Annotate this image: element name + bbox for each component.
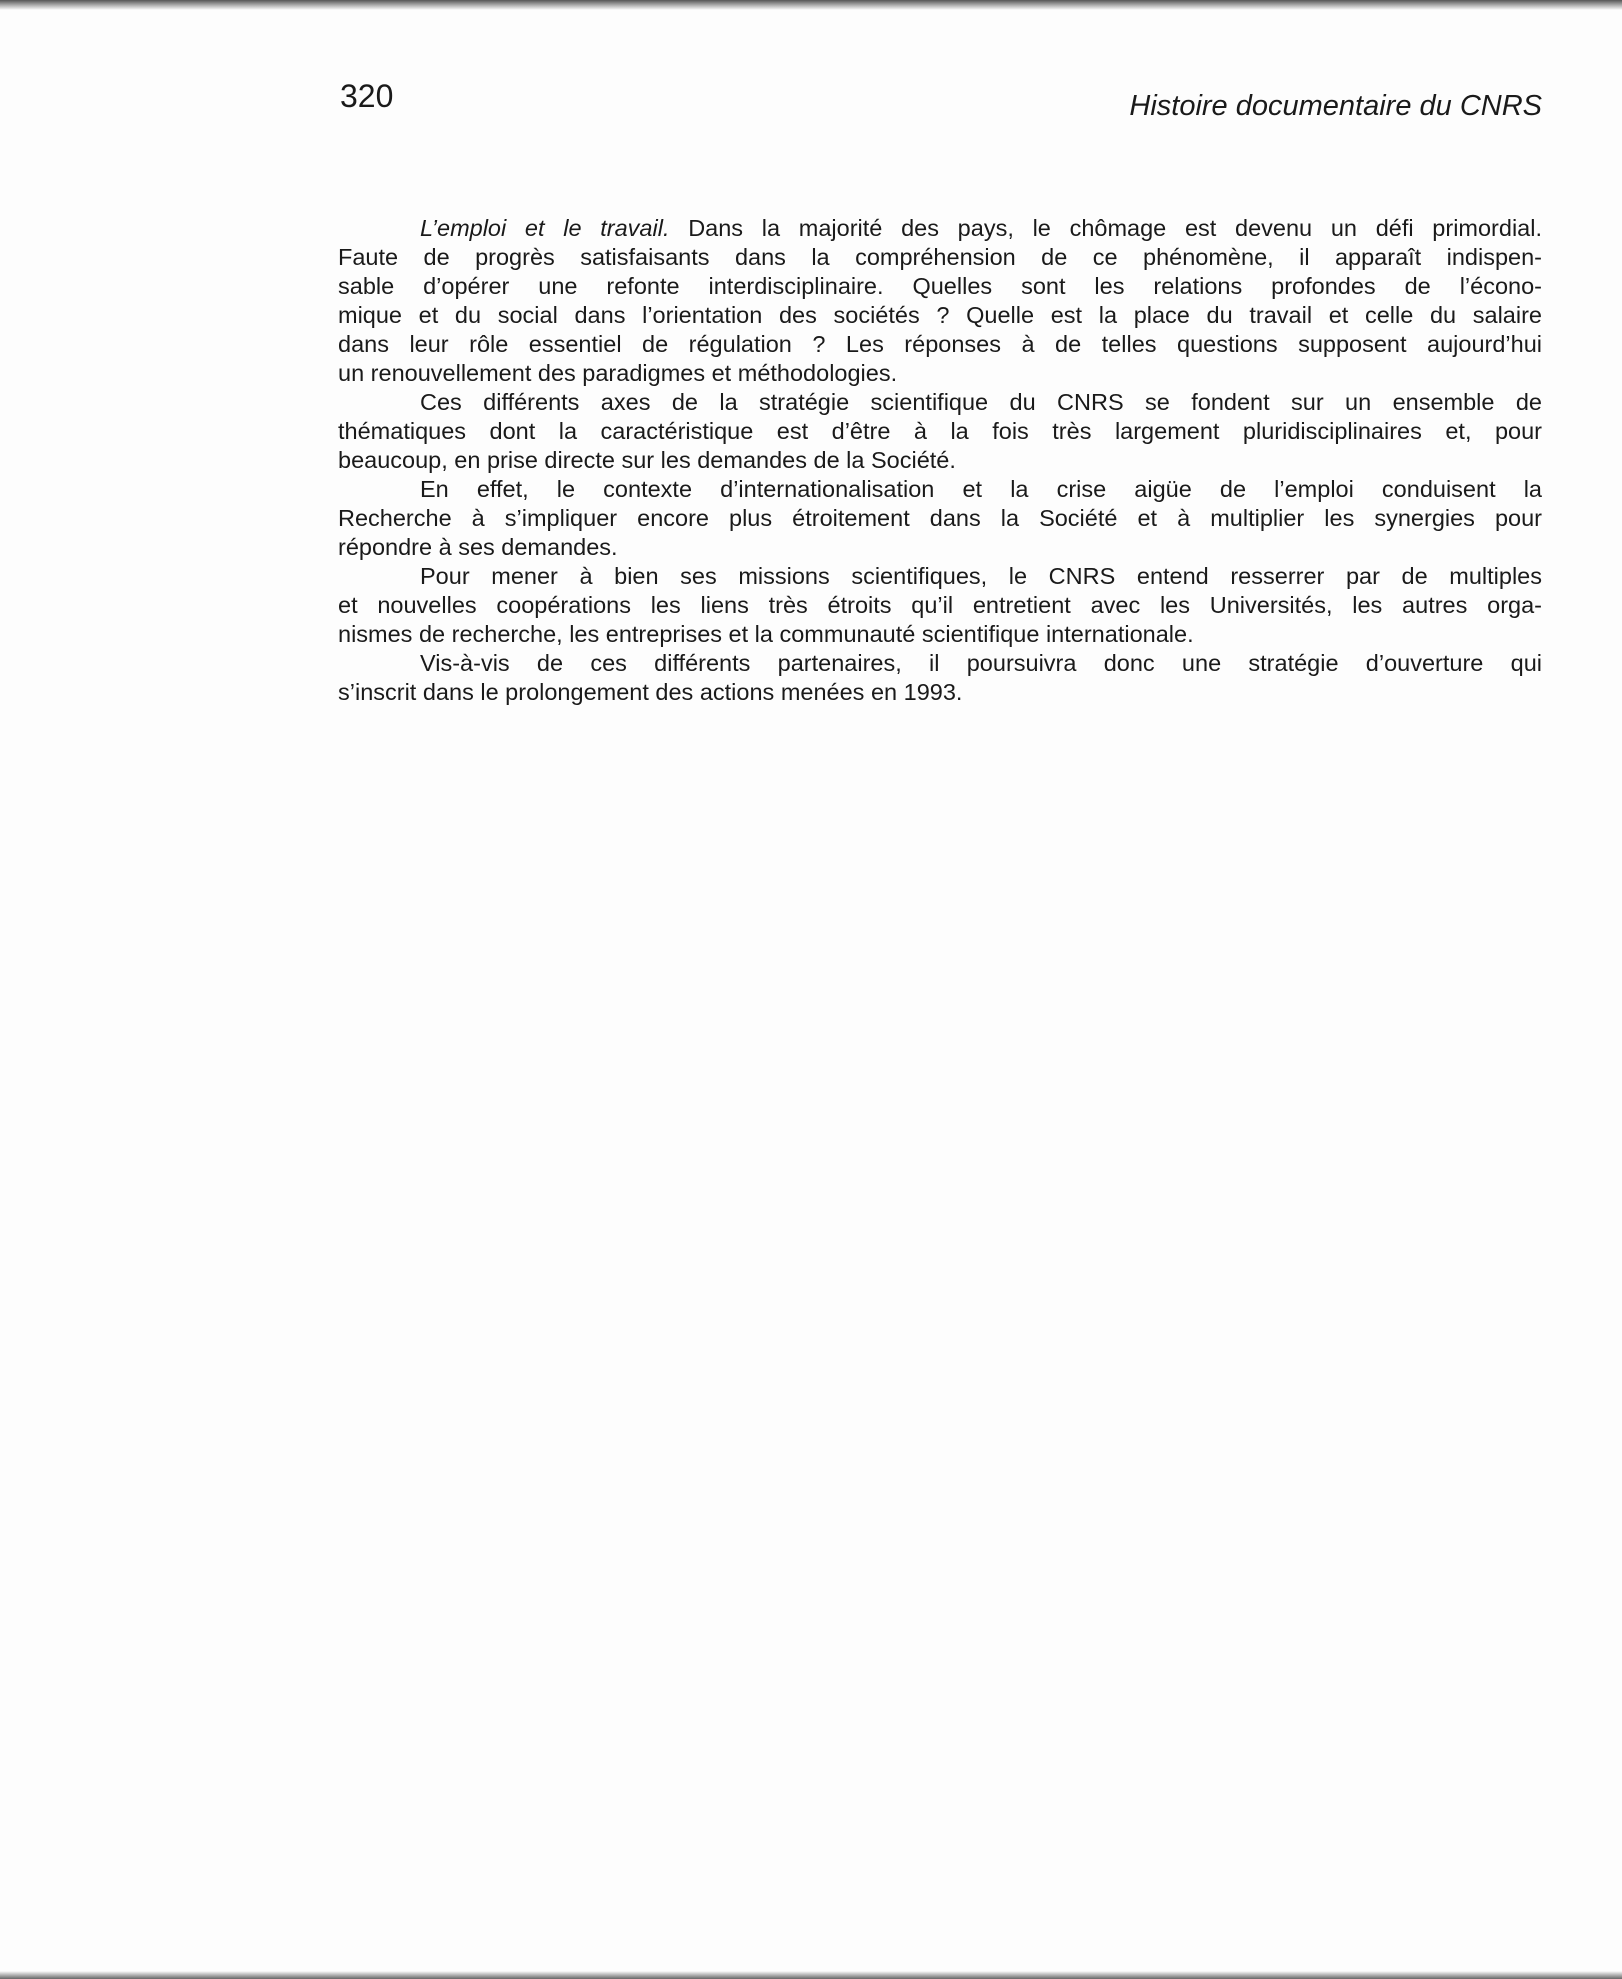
text-line: sable d’opérer une refonte interdisciplinaire. Quelles sont les relations profondes de l’écono- (338, 273, 1542, 299)
text-line: dans leur rôle essentiel de régulation ? Les réponses à de telles questions supposent aujourd’hui (338, 331, 1542, 357)
page-number: 320 (340, 78, 394, 114)
text-line (338, 214, 1542, 243)
text-line: un renouvellement des paradigmes et méthodologies. (338, 360, 898, 386)
text-line: mique et du social dans l’orientation des sociétés ? Quelle est la place du travail et celle du salaire (338, 302, 1542, 328)
text-line: Faute de progrès satisfaisants dans la compréhension de ce phénomène, il apparaît indispen- (338, 244, 1542, 270)
body-text (338, 214, 1542, 707)
paragraph-partenaires (338, 649, 1542, 707)
running-title: Histoire documentaire du CNRS (1129, 90, 1542, 122)
paragraph-missions (338, 562, 1542, 649)
text-line: Ces différents axes de la stratégie scientifique du CNRS se fondent sur un ensemble de (420, 389, 1542, 415)
paragraph-axes (338, 388, 1542, 475)
text-line: Vis-à-vis de ces différents partenaires, il poursuivra donc une stratégie d’ouverture qui (420, 650, 1542, 676)
text-line: s’inscrit dans le prolongement des actions menées en 1993. (338, 679, 963, 705)
text-line: En effet, le contexte d’internationalisation et la crise aigüe de l’emploi conduisent la (420, 476, 1542, 502)
text-line: beaucoup, en prise directe sur les demandes de la Société. (338, 447, 956, 473)
text-line: thématiques dont la caractéristique est d’être à la fois très largement pluridisciplinaires et, pour (338, 418, 1542, 444)
paragraph-effet (338, 475, 1542, 562)
page-top-edge (0, 0, 1622, 10)
text-line: Pour mener à bien ses missions scientifiques, le CNRS entend resserrer par de multiples (420, 563, 1542, 589)
text-line: nismes de recherche, les entreprises et la communauté scientifique internationale. (338, 621, 1194, 647)
paragraph-emploi (338, 214, 1542, 388)
text-span: Dans la majorité des pays, le chômage est devenu un défi primordial. (669, 215, 1542, 241)
text-line: et nouvelles coopérations les liens très étroits qu’il entretient avec les Universités, les autres orga- (338, 592, 1542, 618)
text-line: répondre à ses demandes. (338, 534, 618, 560)
text-line: Recherche à s’impliquer encore plus étroitement dans la Société et à multiplier les synergies pour (338, 505, 1542, 531)
page-bottom-edge (0, 1971, 1622, 1979)
italic-lead: L’emploi et le travail. (420, 215, 670, 241)
